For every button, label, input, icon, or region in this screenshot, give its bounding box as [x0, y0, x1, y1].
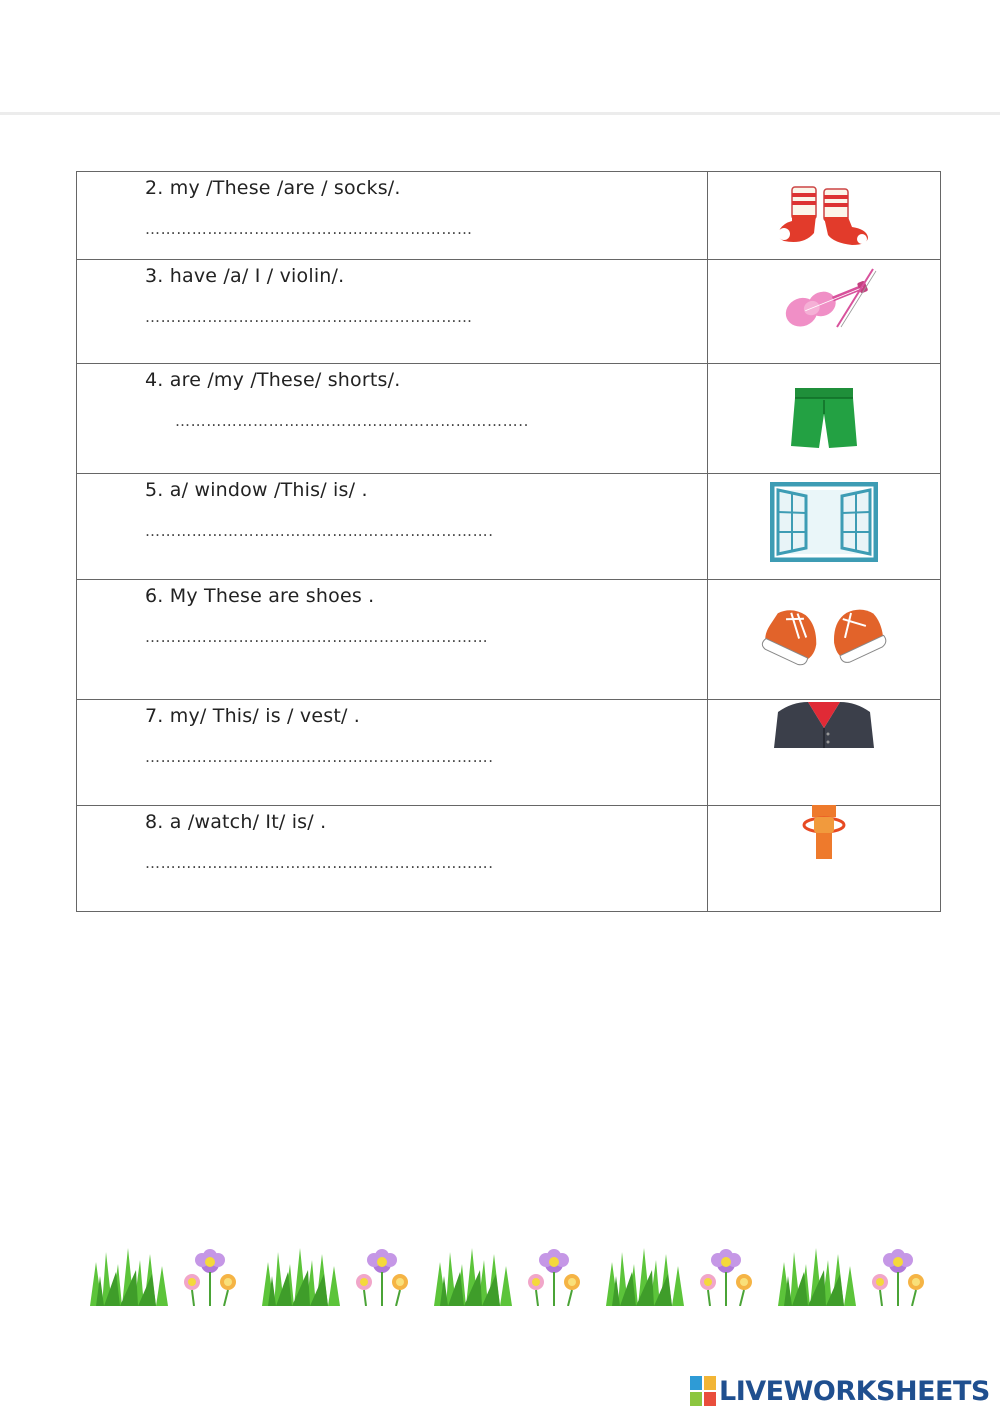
question-3-text: 3. have /a/ I / violin/. — [145, 265, 345, 287]
question-cell — [77, 364, 708, 474]
flowers-icon — [860, 1242, 946, 1306]
table-row — [77, 474, 941, 580]
picture-cell — [708, 474, 941, 580]
answer-line-6[interactable]: ………………………………………………………… — [145, 628, 489, 646]
decorative-border — [86, 1242, 946, 1306]
page-divider — [0, 112, 1000, 115]
grass-icon — [602, 1242, 688, 1306]
top-margin — [0, 0, 1000, 112]
picture-cell — [708, 260, 941, 364]
picture-cell — [708, 700, 941, 806]
grass-icon — [774, 1242, 860, 1306]
flowers-icon — [688, 1242, 774, 1306]
question-2-text: 2. my /These /are / socks/. — [145, 177, 401, 199]
watch-icon — [802, 803, 846, 863]
question-cell — [77, 260, 708, 364]
answer-line-5[interactable]: …………………………………………………………. — [145, 522, 494, 540]
window-icon — [770, 482, 878, 562]
question-cell — [77, 700, 708, 806]
table-row — [77, 580, 941, 700]
shorts-icon — [789, 384, 859, 454]
answer-line-7[interactable]: …………………………………………………………. — [145, 748, 494, 766]
question-cell — [77, 806, 708, 912]
violin-icon — [769, 261, 879, 331]
table-row — [77, 260, 941, 364]
picture-cell — [708, 580, 941, 700]
table-row — [77, 364, 941, 474]
grass-icon — [86, 1242, 172, 1306]
picture-cell — [708, 364, 941, 474]
flowers-icon — [344, 1242, 430, 1306]
grass-icon — [258, 1242, 344, 1306]
shoes-icon — [759, 591, 889, 677]
table-row — [77, 172, 941, 260]
question-4-text: 4. are /my /These/ shorts/. — [145, 369, 401, 391]
flowers-icon — [172, 1242, 258, 1306]
answer-line-3[interactable]: ……………………………………………………… — [145, 308, 473, 326]
question-cell — [77, 580, 708, 700]
flowers-icon — [516, 1242, 602, 1306]
logo-mark-icon — [690, 1376, 716, 1406]
picture-cell — [708, 806, 941, 912]
question-cell — [77, 172, 708, 260]
answer-line-2[interactable]: ……………………………………………………… — [145, 220, 473, 238]
question-6-text: 6. My These are shoes . — [145, 585, 375, 607]
question-cell — [77, 474, 708, 580]
picture-cell — [708, 172, 941, 260]
answer-line-4[interactable]: ………………………………………………………….. — [175, 412, 529, 430]
table-row — [77, 806, 941, 912]
socks-icon — [774, 183, 874, 249]
grass-icon — [430, 1242, 516, 1306]
exercise-table — [76, 171, 941, 912]
vest-icon — [772, 698, 876, 756]
logo-text: LIVEWORKSHEETS — [719, 1375, 990, 1407]
answer-line-8[interactable]: …………………………………………………………. — [145, 854, 494, 872]
table-row — [77, 700, 941, 806]
question-8-text: 8. a /watch/ It/ is/ . — [145, 811, 327, 833]
question-7-text: 7. my/ This/ is / vest/ . — [145, 705, 361, 727]
question-5-text: 5. a/ window /This/ is/ . — [145, 479, 368, 501]
liveworksheets-logo[interactable] — [690, 1374, 990, 1408]
